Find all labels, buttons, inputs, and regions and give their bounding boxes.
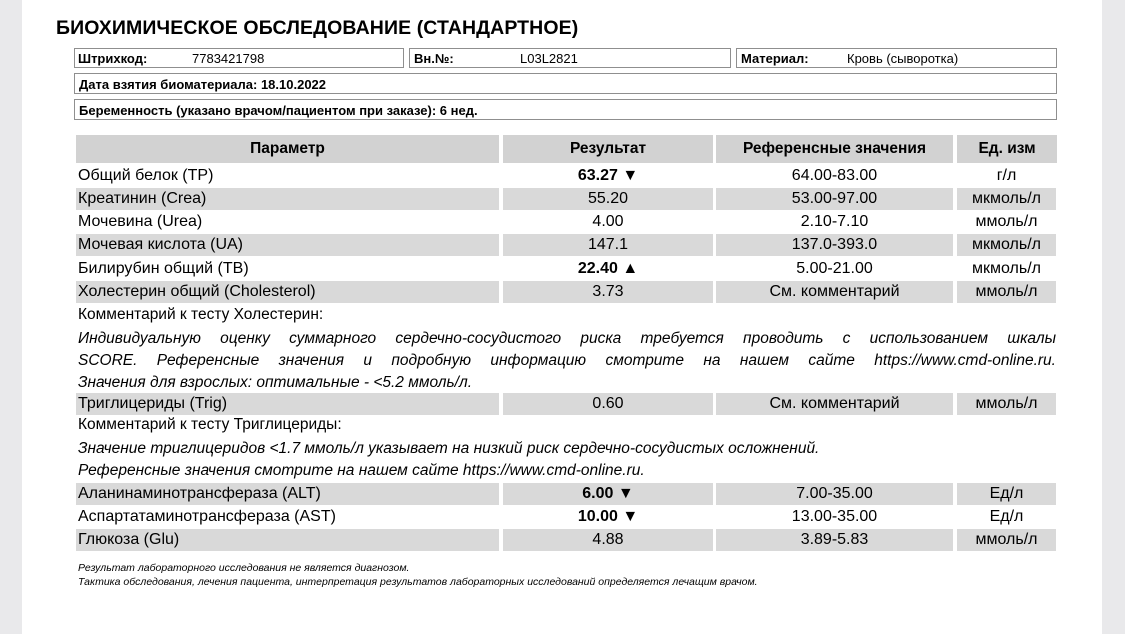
barcode-label: Штрихкод: xyxy=(78,51,148,66)
material-box xyxy=(736,48,1057,68)
table-row xyxy=(76,281,1056,304)
sample-date-text: Дата взятия биоматериала: 18.10.2022 xyxy=(79,77,327,92)
reference-cell: См. комментарий xyxy=(716,281,953,303)
result-cell: 63.27 ▼ xyxy=(577,167,639,184)
header-unit: Ед. изм xyxy=(957,135,1057,163)
table-row xyxy=(76,506,1056,529)
table-row xyxy=(76,165,1056,188)
header-result: Результат xyxy=(503,135,713,163)
reference-cell: 2.10-7.10 xyxy=(800,213,869,230)
unit-cell: мкмоль/л xyxy=(957,188,1056,210)
table-row xyxy=(76,393,1056,416)
barcode-box xyxy=(74,48,404,68)
result-cell: 3.73 xyxy=(503,281,713,303)
cholesterol-comment-title: Комментарий к тесту Холестерин: xyxy=(78,306,324,323)
material-value: Кровь (сыворотка) xyxy=(847,51,959,66)
table-row xyxy=(76,211,1056,234)
unit-cell: Ед/л xyxy=(989,508,1024,525)
cholesterol-comment-line: SCORE. Референсные значения и подробную информацию смотрите на нашем сайте https://www.cmd-online.ru. xyxy=(78,352,1056,369)
param-cell: Триглицериды (Trig) xyxy=(76,393,499,415)
reference-cell: 5.00-21.00 xyxy=(796,260,873,277)
unit-cell: ммоль/л xyxy=(957,393,1056,415)
reference-cell: 64.00-83.00 xyxy=(791,167,878,184)
reference-cell: 53.00-97.00 xyxy=(716,188,953,210)
cholesterol-comment-line: Значения для взрослых: оптимальные - <5.2 ммоль/л. xyxy=(78,374,473,391)
param-cell: Холестерин общий (Cholesterol) xyxy=(76,281,499,303)
param-cell: Аспартатаминотрансфераза (AST) xyxy=(78,508,336,525)
param-cell: Креатинин (Crea) xyxy=(76,188,499,210)
unit-cell: ммоль/л xyxy=(975,213,1038,230)
table-row xyxy=(76,188,1056,211)
param-cell: Мочевая кислота (UA) xyxy=(76,234,499,256)
param-cell: Аланинаминотрансфераза (ALT) xyxy=(76,483,499,505)
sample-date-line xyxy=(74,73,1057,94)
footer-disclaimer: Результат лабораторного исследования не является диагнозом. xyxy=(78,562,410,574)
unit-cell: Ед/л xyxy=(957,483,1056,505)
triglycerides-comment-title: Комментарий к тесту Триглицериды: xyxy=(78,416,342,433)
param-cell: Билирубин общий (TB) xyxy=(78,260,249,277)
unit-cell: мкмоль/л xyxy=(972,260,1041,277)
param-cell: Глюкоза (Glu) xyxy=(76,529,499,551)
material-label: Материал: xyxy=(741,51,809,66)
header-parameter: Параметр xyxy=(76,135,499,163)
unit-cell: мкмоль/л xyxy=(957,234,1056,256)
triglycerides-comment xyxy=(78,438,1056,482)
reference-cell: См. комментарий xyxy=(716,393,953,415)
result-cell: 10.00 ▼ xyxy=(577,508,639,525)
internal-number-value: L03L2821 xyxy=(520,51,578,66)
result-cell: 4.00 xyxy=(592,213,624,230)
result-cell: 147.1 xyxy=(503,234,713,256)
footer-note: Тактика обследования, лечения пациента, интерпретация результатов лабораторных исследований определяется лечащим врачом. xyxy=(78,576,758,588)
pregnancy-text: Беременность (указано врачом/пациентом при заказе): 6 нед. xyxy=(79,103,478,118)
result-cell: 55.20 xyxy=(503,188,713,210)
reference-cell: 137.0-393.0 xyxy=(716,234,953,256)
reference-cell: 13.00-35.00 xyxy=(791,508,878,525)
pregnancy-line xyxy=(74,99,1057,120)
reference-cell: 3.89-5.83 xyxy=(716,529,953,551)
table-row xyxy=(76,483,1056,506)
cholesterol-comment xyxy=(78,328,1056,394)
triglycerides-comment-line: Значение триглицеридов <1.7 ммоль/л указывает на низкий риск сердечно-сосудистых осложнений. xyxy=(78,440,820,457)
header-reference: Референсные значения xyxy=(716,135,953,163)
unit-cell: ммоль/л xyxy=(957,281,1056,303)
result-cell: 4.88 xyxy=(503,529,713,551)
table-row xyxy=(76,234,1056,257)
table-row xyxy=(76,258,1056,281)
internal-number-label: Вн.№: xyxy=(414,51,454,66)
unit-cell: г/л xyxy=(996,167,1017,184)
unit-cell: ммоль/л xyxy=(957,529,1056,551)
barcode-value: 7783421798 xyxy=(192,51,265,66)
cholesterol-comment-line: Индивидуальную оценку суммарного сердечно-сосудистого риска требуется проводить с использованием шкалы xyxy=(78,330,1056,347)
param-cell: Общий белок (TP) xyxy=(78,167,214,184)
result-cell: 6.00 ▼ xyxy=(503,483,713,505)
table-row xyxy=(76,529,1056,552)
report-title: БИОХИМИЧЕСКОЕ ОБСЛЕДОВАНИЕ (СТАНДАРТНОЕ) xyxy=(56,17,579,39)
result-cell: 0.60 xyxy=(503,393,713,415)
result-cell: 22.40 ▲ xyxy=(577,260,639,277)
reference-cell: 7.00-35.00 xyxy=(716,483,953,505)
internal-number-box xyxy=(409,48,731,68)
param-cell: Мочевина (Urea) xyxy=(78,213,203,230)
triglycerides-comment-line: Референсные значения смотрите на нашем сайте https://www.cmd-online.ru. xyxy=(78,462,645,479)
